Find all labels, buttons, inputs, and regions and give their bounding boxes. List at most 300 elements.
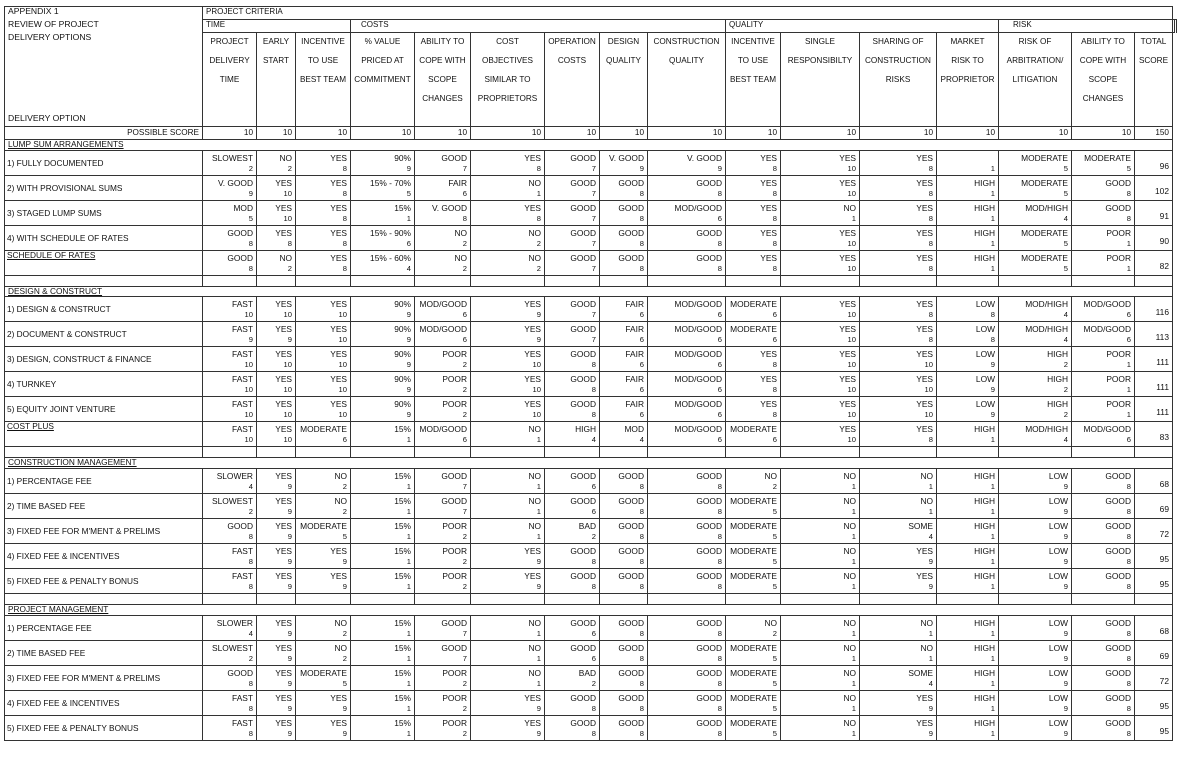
total-score: 113 xyxy=(1155,332,1169,343)
criteria-score: 8 xyxy=(928,238,933,248)
criteria-value: POOR xyxy=(442,399,467,410)
option-row xyxy=(5,615,1177,640)
total-score-cell xyxy=(1135,518,1173,543)
criteria-cell-10 xyxy=(781,665,860,690)
criteria-value: NO xyxy=(528,667,541,678)
possible-score-label: POSSIBLE SCORE xyxy=(5,127,203,140)
criteria-cell-12 xyxy=(937,372,999,397)
criteria-value: MOD/GOOD xyxy=(419,299,467,310)
criteria-score: 1 xyxy=(1126,385,1131,395)
criteria-cell-13 xyxy=(999,518,1072,543)
criteria-value: POOR xyxy=(1106,399,1131,410)
criteria-score: 2 xyxy=(287,263,292,273)
possible-score-2: 10 xyxy=(296,127,351,140)
criteria-score: 9 xyxy=(287,728,292,738)
criteria-cell-4 xyxy=(415,493,471,518)
criteria-cell-0 xyxy=(203,715,257,740)
criteria-value: HIGH xyxy=(1047,349,1068,360)
criteria-cell-13 xyxy=(999,250,1072,275)
criteria-score: 1 xyxy=(990,728,995,738)
criteria-value: GOOD xyxy=(1105,202,1131,213)
criteria-value: GOOD xyxy=(227,227,253,238)
criteria-value: MODERATE xyxy=(730,570,777,581)
possible-score-5: 10 xyxy=(471,127,545,140)
row-label: 1) PERCENTAGE FEE xyxy=(7,622,92,633)
criteria-cell-0 xyxy=(203,690,257,715)
total-score: 96 xyxy=(1159,160,1169,171)
criteria-score: 2 xyxy=(287,163,292,173)
criteria-score: 1 xyxy=(928,506,933,516)
criteria-cell-1 xyxy=(257,372,296,397)
criteria-cell-0 xyxy=(203,175,257,200)
criteria-score: 6 xyxy=(772,335,777,345)
criteria-value: YES xyxy=(839,424,856,435)
criteria-score: 6 xyxy=(342,435,347,445)
criteria-score: 6 xyxy=(591,653,596,663)
criteria-score: 8 xyxy=(717,481,722,491)
total-score-cell xyxy=(1135,397,1173,422)
criteria-score: 10 xyxy=(924,360,933,370)
criteria-cell-11 xyxy=(860,543,937,568)
total-score-cell xyxy=(1135,322,1173,347)
criteria-cell-4 xyxy=(415,422,471,447)
criteria-score: 10 xyxy=(847,410,856,420)
criteria-value: NO xyxy=(843,545,856,556)
criteria-cell-14 xyxy=(1072,615,1135,640)
criteria-cell-8 xyxy=(648,615,726,640)
criteria-value: FAIR xyxy=(625,374,644,385)
column-header-11: SHARING OF CONSTRUCTION RISKS xyxy=(860,33,937,127)
criteria-cell-5 xyxy=(471,347,545,372)
criteria-value: GOOD xyxy=(696,252,722,263)
criteria-value: NO xyxy=(843,617,856,628)
criteria-cell-5 xyxy=(471,568,545,593)
criteria-score: 4 xyxy=(1063,213,1068,223)
criteria-value: YES xyxy=(760,202,777,213)
criteria-value: MOD/GOOD xyxy=(674,324,722,335)
criteria-cell-9 xyxy=(726,225,781,250)
column-header-1: EARLY START xyxy=(257,33,296,127)
criteria-value: NO xyxy=(528,495,541,506)
criteria-score: 1 xyxy=(406,628,411,638)
criteria-score: 2 xyxy=(342,628,347,638)
criteria-value: NO xyxy=(920,495,933,506)
criteria-value: LOW xyxy=(1048,470,1068,481)
criteria-score: 6 xyxy=(462,335,467,345)
total-score-cell xyxy=(1135,468,1173,493)
criteria-value: FAST xyxy=(232,299,253,310)
row-label: 1) FULLY DOCUMENTED xyxy=(7,157,104,168)
criteria-score: 5 xyxy=(772,556,777,566)
criteria-score: 8 xyxy=(1126,213,1131,223)
criteria-score: 6 xyxy=(1126,310,1131,320)
criteria-score: 8 xyxy=(248,703,253,713)
criteria-value: HIGH xyxy=(974,424,995,435)
criteria-score: 8 xyxy=(928,335,933,345)
criteria-value: FAST xyxy=(232,399,253,410)
criteria-cell-6 xyxy=(545,640,600,665)
criteria-score: 8 xyxy=(717,556,722,566)
criteria-score: 4 xyxy=(248,481,253,491)
criteria-value: MOD/GOOD xyxy=(1083,424,1131,435)
criteria-value: YES xyxy=(275,424,292,435)
total-score: 72 xyxy=(1159,528,1169,539)
criteria-cell-6 xyxy=(545,225,600,250)
criteria-value: YES xyxy=(916,545,933,556)
criteria-cell-7 xyxy=(600,615,648,640)
criteria-cell-12 xyxy=(937,422,999,447)
criteria-cell-11 xyxy=(860,397,937,422)
criteria-score: 2 xyxy=(462,360,467,370)
criteria-cell-0 xyxy=(203,322,257,347)
criteria-score: 8 xyxy=(772,360,777,370)
criteria-score: 9 xyxy=(1063,506,1068,516)
option-row xyxy=(5,640,1177,665)
total-score: 90 xyxy=(1159,235,1169,246)
criteria-cell-13 xyxy=(999,322,1072,347)
criteria-value: GOOD xyxy=(1105,667,1131,678)
criteria-score: 6 xyxy=(717,310,722,320)
criteria-cell-14 xyxy=(1072,200,1135,225)
criteria-score: 9 xyxy=(536,703,541,713)
criteria-cell-4 xyxy=(415,568,471,593)
criteria-value: NO xyxy=(454,252,467,263)
criteria-value: LOW xyxy=(1048,692,1068,703)
criteria-score: 9 xyxy=(928,556,933,566)
criteria-cell-3 xyxy=(351,568,415,593)
criteria-value: GOOD xyxy=(227,667,253,678)
criteria-cell-7 xyxy=(600,225,648,250)
criteria-value: NO xyxy=(528,520,541,531)
criteria-score: 8 xyxy=(717,531,722,541)
criteria-cell-12 xyxy=(937,518,999,543)
criteria-score: 7 xyxy=(462,163,467,173)
criteria-score: 10 xyxy=(847,163,856,173)
criteria-score: 1 xyxy=(406,653,411,663)
criteria-score: 8 xyxy=(591,581,596,591)
criteria-cell-7 xyxy=(600,347,648,372)
criteria-value: 90% xyxy=(394,324,411,335)
criteria-score: 1 xyxy=(1126,360,1131,370)
criteria-score: 8 xyxy=(639,728,644,738)
criteria-cell-3 xyxy=(351,297,415,322)
criteria-cell-14 xyxy=(1072,347,1135,372)
criteria-value: NO xyxy=(334,617,347,628)
criteria-cell-5 xyxy=(471,200,545,225)
criteria-score: 8 xyxy=(536,163,541,173)
criteria-score: 6 xyxy=(717,360,722,370)
criteria-cell-6 xyxy=(545,397,600,422)
criteria-cell-14 xyxy=(1072,297,1135,322)
possible-score-14: 10 xyxy=(1072,127,1135,140)
criteria-value: FAST xyxy=(232,570,253,581)
criteria-value: NO xyxy=(334,642,347,653)
criteria-cell-3 xyxy=(351,372,415,397)
criteria-cell-8 xyxy=(648,297,726,322)
criteria-value: GOOD xyxy=(570,252,596,263)
possible-score-13: 10 xyxy=(999,127,1072,140)
criteria-cell-0 xyxy=(203,543,257,568)
criteria-cell-13 xyxy=(999,468,1072,493)
criteria-value: NO xyxy=(920,470,933,481)
criteria-value: MOD xyxy=(233,202,253,213)
criteria-value: GOOD xyxy=(441,470,467,481)
column-header-9: INCENTIVE TO USE BEST TEAM xyxy=(726,33,781,127)
criteria-value: YES xyxy=(524,717,541,728)
criteria-cell-4 xyxy=(415,665,471,690)
criteria-value: NO xyxy=(528,177,541,188)
section-title: SCHEDULE OF RATES xyxy=(7,250,96,260)
criteria-cell-8 xyxy=(648,690,726,715)
criteria-cell-6 xyxy=(545,665,600,690)
criteria-score: 10 xyxy=(283,385,292,395)
criteria-cell-3 xyxy=(351,397,415,422)
column-header-8: CONSTRUCTION QUALITY xyxy=(648,33,726,127)
criteria-cell-9 xyxy=(726,468,781,493)
criteria-score: 8 xyxy=(248,678,253,688)
criteria-value: NO xyxy=(843,570,856,581)
criteria-value: POOR xyxy=(442,717,467,728)
criteria-cell-9 xyxy=(726,175,781,200)
criteria-value: 15% xyxy=(394,617,411,628)
criteria-score: 10 xyxy=(847,310,856,320)
criteria-value: YES xyxy=(524,399,541,410)
criteria-score: 1 xyxy=(536,653,541,663)
criteria-value: YES xyxy=(330,299,347,310)
criteria-value: MOD/HIGH xyxy=(1025,424,1068,435)
project-criteria-heading: PROJECT CRITERIA xyxy=(203,7,1173,20)
total-score-cell xyxy=(1135,615,1173,640)
criteria-cell-10 xyxy=(781,347,860,372)
criteria-value: MOD/GOOD xyxy=(419,324,467,335)
criteria-score: 10 xyxy=(244,360,253,370)
criteria-score: 8 xyxy=(591,410,596,420)
option-row xyxy=(5,665,1177,690)
criteria-cell-10 xyxy=(781,422,860,447)
criteria-cell-4 xyxy=(415,225,471,250)
criteria-cell-12 xyxy=(937,297,999,322)
criteria-value: HIGH xyxy=(974,495,995,506)
criteria-cell-11 xyxy=(860,468,937,493)
criteria-score: 1 xyxy=(851,556,856,566)
criteria-cell-2 xyxy=(296,150,351,175)
option-row xyxy=(5,150,1177,175)
criteria-value: YES xyxy=(275,227,292,238)
criteria-value: YES xyxy=(916,349,933,360)
criteria-cell-12 xyxy=(937,690,999,715)
criteria-value: GOOD xyxy=(618,177,644,188)
criteria-value: MOD/GOOD xyxy=(674,424,722,435)
criteria-cell-7 xyxy=(600,150,648,175)
criteria-value: YES xyxy=(275,399,292,410)
column-header-12: MARKET RISK TO PROPRIETOR xyxy=(937,33,999,127)
criteria-value: GOOD xyxy=(618,495,644,506)
criteria-score: 1 xyxy=(406,506,411,516)
criteria-value: MODERATE xyxy=(730,324,777,335)
criteria-score: 5 xyxy=(342,678,347,688)
criteria-score: 1 xyxy=(851,531,856,541)
criteria-score: 10 xyxy=(338,335,347,345)
criteria-value: 15% xyxy=(394,470,411,481)
criteria-value: NO xyxy=(843,642,856,653)
criteria-cell-7 xyxy=(600,397,648,422)
criteria-value: GOOD xyxy=(1105,495,1131,506)
group-risk: RISK xyxy=(999,20,1173,33)
criteria-score: 9 xyxy=(1063,728,1068,738)
criteria-score: 2 xyxy=(248,653,253,663)
criteria-value: GOOD xyxy=(570,374,596,385)
criteria-cell-13 xyxy=(999,200,1072,225)
criteria-cell-5 xyxy=(471,715,545,740)
criteria-cell-5 xyxy=(471,640,545,665)
criteria-score: 8 xyxy=(990,335,995,345)
criteria-cell-5 xyxy=(471,690,545,715)
criteria-value: MOD/HIGH xyxy=(1025,202,1068,213)
criteria-score: 6 xyxy=(772,310,777,320)
column-header-3: % VALUE PRICED AT COMMITMENT xyxy=(351,33,415,127)
criteria-score: 8 xyxy=(717,653,722,663)
possible-score-8: 10 xyxy=(648,127,726,140)
criteria-value: MOD/GOOD xyxy=(1083,299,1131,310)
criteria-score: 5 xyxy=(1063,188,1068,198)
criteria-cell-12 xyxy=(937,322,999,347)
criteria-score: 10 xyxy=(244,310,253,320)
criteria-value: HIGH xyxy=(974,617,995,628)
criteria-score: 2 xyxy=(462,263,467,273)
criteria-cell-9 xyxy=(726,372,781,397)
criteria-cell-14 xyxy=(1072,422,1135,447)
criteria-value: 15% xyxy=(394,202,411,213)
option-row xyxy=(5,347,1177,372)
criteria-value: YES xyxy=(330,692,347,703)
criteria-value: LOW xyxy=(975,324,995,335)
criteria-value: POOR xyxy=(442,692,467,703)
criteria-score: 6 xyxy=(772,435,777,445)
criteria-value: YES xyxy=(916,324,933,335)
criteria-score: 8 xyxy=(717,506,722,516)
criteria-value: SLOWEST xyxy=(212,495,253,506)
criteria-value: YES xyxy=(275,717,292,728)
criteria-score: 8 xyxy=(639,556,644,566)
criteria-value: YES xyxy=(839,349,856,360)
criteria-value: YES xyxy=(524,324,541,335)
criteria-cell-9 xyxy=(726,250,781,275)
criteria-score: 8 xyxy=(639,188,644,198)
criteria-score: 1 xyxy=(990,628,995,638)
criteria-value: GOOD xyxy=(696,667,722,678)
criteria-value: GOOD xyxy=(618,252,644,263)
criteria-value: MOD/GOOD xyxy=(419,424,467,435)
criteria-value: LOW xyxy=(975,349,995,360)
criteria-score: 9 xyxy=(1063,481,1068,491)
criteria-cell-11 xyxy=(860,225,937,250)
criteria-cell-7 xyxy=(600,468,648,493)
criteria-cell-8 xyxy=(648,422,726,447)
option-row xyxy=(5,468,1177,493)
criteria-cell-10 xyxy=(781,518,860,543)
criteria-cell-9 xyxy=(726,493,781,518)
criteria-cell-2 xyxy=(296,468,351,493)
group-quality: QUALITY xyxy=(726,20,999,33)
criteria-cell-1 xyxy=(257,493,296,518)
row-label: 1) DESIGN & CONSTRUCT xyxy=(7,304,111,315)
criteria-value: YES xyxy=(916,717,933,728)
criteria-cell-12 xyxy=(937,493,999,518)
total-score-cell xyxy=(1135,422,1173,447)
criteria-score: 1 xyxy=(406,435,411,445)
criteria-score: 10 xyxy=(924,410,933,420)
criteria-cell-8 xyxy=(648,640,726,665)
criteria-value: YES xyxy=(916,202,933,213)
criteria-value: YES xyxy=(275,470,292,481)
criteria-cell-10 xyxy=(781,200,860,225)
criteria-cell-7 xyxy=(600,372,648,397)
criteria-value: GOOD xyxy=(227,252,253,263)
criteria-value: NO xyxy=(920,617,933,628)
criteria-value: FAIR xyxy=(625,349,644,360)
criteria-score: 2 xyxy=(462,556,467,566)
criteria-score: 10 xyxy=(532,385,541,395)
criteria-cell-9 xyxy=(726,690,781,715)
criteria-score: 9 xyxy=(287,481,292,491)
criteria-value: GOOD xyxy=(618,545,644,556)
criteria-value: GOOD xyxy=(570,299,596,310)
criteria-score: 8 xyxy=(772,213,777,223)
criteria-value: GOOD xyxy=(696,520,722,531)
criteria-score: 1 xyxy=(990,188,995,198)
criteria-value: LOW xyxy=(1048,642,1068,653)
criteria-score: 8 xyxy=(536,213,541,223)
criteria-score: 5 xyxy=(772,678,777,688)
criteria-score: 1 xyxy=(928,653,933,663)
criteria-value: GOOD xyxy=(618,470,644,481)
criteria-cell-5 xyxy=(471,225,545,250)
criteria-score: 8 xyxy=(717,628,722,638)
criteria-score: 2 xyxy=(462,238,467,248)
criteria-cell-2 xyxy=(296,640,351,665)
criteria-value: GOOD xyxy=(1105,717,1131,728)
criteria-value: GOOD xyxy=(1105,617,1131,628)
criteria-cell-9 xyxy=(726,615,781,640)
criteria-value: HIGH xyxy=(974,717,995,728)
criteria-value: YES xyxy=(275,177,292,188)
criteria-score: 1 xyxy=(990,581,995,591)
criteria-score: 1 xyxy=(536,628,541,638)
option-row xyxy=(5,297,1177,322)
criteria-cell-5 xyxy=(471,615,545,640)
criteria-value: GOOD xyxy=(1105,545,1131,556)
criteria-score: 6 xyxy=(591,481,596,491)
criteria-value: MODERATE xyxy=(730,520,777,531)
criteria-score: 2 xyxy=(462,410,467,420)
criteria-value: YES xyxy=(330,399,347,410)
criteria-cell-3 xyxy=(351,640,415,665)
criteria-value: GOOD xyxy=(696,495,722,506)
criteria-score: 8 xyxy=(342,263,347,273)
criteria-value: POOR xyxy=(442,349,467,360)
criteria-cell-10 xyxy=(781,250,860,275)
criteria-score: 8 xyxy=(591,385,596,395)
criteria-value: FAST xyxy=(232,349,253,360)
criteria-cell-5 xyxy=(471,150,545,175)
criteria-cell-4 xyxy=(415,372,471,397)
criteria-score: 2 xyxy=(1063,360,1068,370)
criteria-score: 5 xyxy=(1063,238,1068,248)
column-header-0: PROJECT DELIVERY TIME xyxy=(203,33,257,127)
criteria-value: YES xyxy=(275,642,292,653)
criteria-score: 9 xyxy=(1063,581,1068,591)
criteria-cell-4 xyxy=(415,347,471,372)
